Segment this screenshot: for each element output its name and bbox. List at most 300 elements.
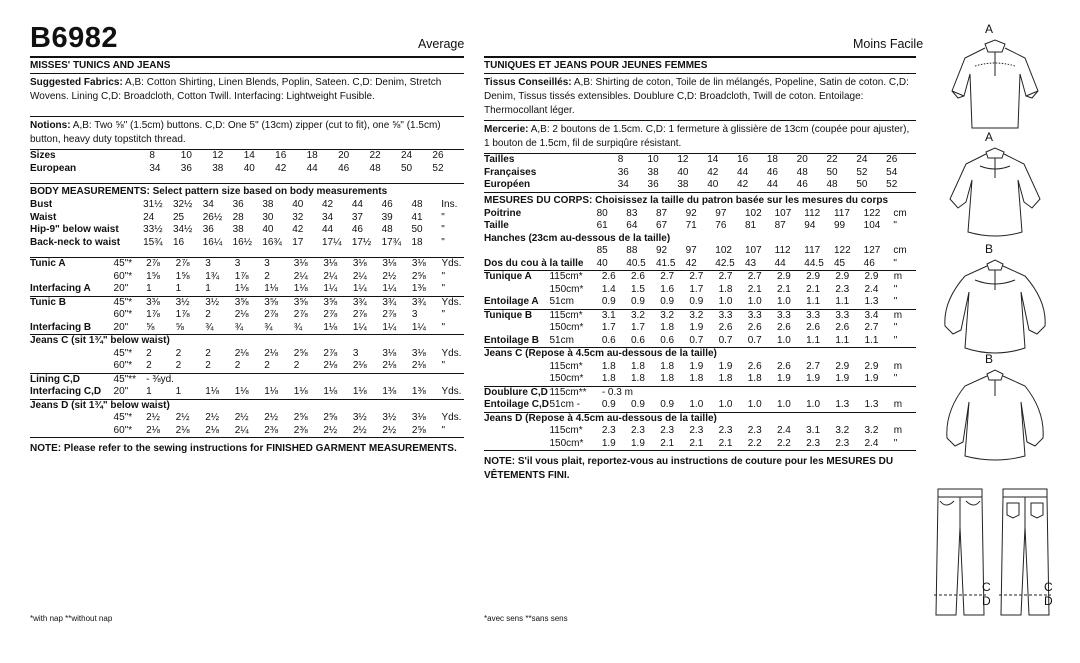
cell-value: 48 xyxy=(369,162,381,174)
cell-value: 61 xyxy=(596,220,608,231)
row-label: Hanches (23cm au-dessous de la taille) xyxy=(484,232,671,244)
cell-value: 32½ xyxy=(172,199,193,210)
cell-value: 16 xyxy=(172,236,185,248)
fabrics-fr xyxy=(484,74,916,120)
table-row xyxy=(484,245,916,258)
cell-value: 48 xyxy=(826,179,838,190)
fabric-width: 45"* xyxy=(113,412,133,423)
cell-value: 3⅝ xyxy=(323,296,338,308)
cell-value: 1.9 xyxy=(601,437,616,449)
fabric-width: 45"* xyxy=(113,347,133,359)
cell-value: 1⅞ xyxy=(234,270,249,282)
cell-value: 3½ xyxy=(175,296,190,308)
view-label-a-bottom: A xyxy=(985,130,994,144)
yardage-table-en xyxy=(30,257,464,437)
cell-value: 0.9 xyxy=(689,296,704,307)
row-label xyxy=(484,425,549,438)
table-row xyxy=(30,163,464,176)
cell-value: 46 xyxy=(381,199,393,210)
cell-value: 2.7 xyxy=(660,271,675,282)
cell-value: 1.8 xyxy=(631,373,645,384)
cell-value: 24 xyxy=(143,211,155,223)
cell-value: 2½ xyxy=(382,424,397,436)
cell-value: 2⅛ xyxy=(411,360,426,371)
cell-value: 1¼ xyxy=(382,321,397,333)
table-row xyxy=(30,212,464,225)
pattern-code: B6982 xyxy=(30,22,118,54)
cell-value: 122 xyxy=(863,207,881,219)
cell-value: 1⅝ xyxy=(146,270,161,282)
cell-value: 2.1 xyxy=(806,283,821,295)
row-label xyxy=(30,360,114,373)
cell-value: 2 xyxy=(264,360,270,371)
cell-value: 3¾ xyxy=(411,296,426,308)
french-column xyxy=(484,56,916,483)
row-label xyxy=(30,425,114,438)
table-row xyxy=(484,179,916,192)
tunic-b-sketch-1 xyxy=(935,256,1055,361)
cell-value: 46 xyxy=(863,257,875,269)
table-row xyxy=(484,258,916,271)
cell-value: 2½ xyxy=(205,412,220,423)
row-label: Back-neck to waist xyxy=(30,236,121,248)
cell-value: 2⅜ xyxy=(264,424,279,436)
notions-en xyxy=(30,117,464,149)
cell-value: 87 xyxy=(655,207,668,219)
cell-value: 26 xyxy=(886,154,898,165)
fabric-width: 115cm* xyxy=(549,309,583,321)
cell-value: 46 xyxy=(766,166,778,178)
cell-value: 2½ xyxy=(146,412,161,423)
cell-value: 17 xyxy=(292,236,304,248)
cell-value: 1 xyxy=(146,283,152,294)
cell-value: 1.9 xyxy=(689,360,704,372)
cell-value: 41.5 xyxy=(655,257,676,269)
cell-value: 3 xyxy=(234,258,241,269)
cell-value: 36 xyxy=(647,179,659,190)
table-row xyxy=(484,373,916,386)
notions-label: Notions: xyxy=(30,120,71,131)
cell-value: 107 xyxy=(744,245,762,256)
unit: " xyxy=(893,296,898,307)
cell-value: 2 xyxy=(205,347,211,359)
unit: m xyxy=(893,360,903,372)
unit: " xyxy=(441,424,445,436)
cell-value: 2.6 xyxy=(718,322,733,333)
unit: Yds. xyxy=(441,412,462,423)
row-label: Entoilage C,D xyxy=(484,399,550,410)
fabric-width: 45"* xyxy=(113,258,133,269)
cell-value: 2⅛ xyxy=(352,360,367,371)
cell-value: 1.8 xyxy=(631,360,645,372)
cell-value: 3.1 xyxy=(601,309,616,321)
table-row xyxy=(30,386,464,399)
jeans-front-sketch xyxy=(930,487,990,622)
cell-value: 3.3 xyxy=(747,309,762,321)
cell-value: 1⅜ xyxy=(411,283,426,294)
cell-value: 16 xyxy=(737,154,749,165)
cell-value: 28 xyxy=(232,211,244,223)
table-row xyxy=(484,399,916,412)
cell-value: 1.0 xyxy=(776,334,791,346)
cell-value: 83 xyxy=(626,207,638,219)
cell-value: 2.7 xyxy=(864,322,879,333)
cell-value: 44 xyxy=(351,199,363,210)
cell-value: 2.3 xyxy=(689,425,704,436)
cell-value: 2⅞ xyxy=(264,309,279,320)
cell-value: 2½ xyxy=(323,424,338,436)
notions-label: Mercerie: xyxy=(484,124,529,135)
cell-value: 1 xyxy=(175,386,182,397)
cell-value: 36 xyxy=(202,224,214,235)
cell-value: 0.9 xyxy=(601,399,616,410)
row-label: Tunique A xyxy=(484,271,532,282)
cell-value: 12 xyxy=(212,150,224,161)
cell-value: 127 xyxy=(863,245,881,256)
cell-value: 33½ xyxy=(143,224,163,235)
cell-value: 2⅛ xyxy=(146,424,161,436)
cell-value: 2⅞ xyxy=(146,258,161,269)
cell-value: 2.2 xyxy=(747,437,762,449)
cell-value: 85 xyxy=(596,245,608,256)
fabric-width: 20" xyxy=(113,283,129,294)
cell-value: 2.3 xyxy=(631,425,645,436)
cell-value: 1.1 xyxy=(835,296,850,307)
cell-value: 43 xyxy=(744,257,757,269)
cell-value: 1¼ xyxy=(352,321,367,333)
cell-value: 1.7 xyxy=(631,322,645,333)
cell-value: 2.1 xyxy=(747,283,762,295)
cell-value: 31½ xyxy=(143,199,163,210)
cell-value: 3.2 xyxy=(660,309,675,321)
cell-value: 97 xyxy=(685,245,697,256)
cell-value: 40 xyxy=(292,199,304,210)
cell-value: 17¼ xyxy=(322,236,342,248)
row-label: Européen xyxy=(484,179,531,190)
cell-value: 2 xyxy=(264,270,270,282)
body-heading-en: BODY MEASUREMENTS: Select pattern size based on body measurements xyxy=(30,186,388,197)
cell-value: 1.0 xyxy=(718,399,733,410)
cell-value: 16 xyxy=(275,150,287,161)
cell-value: 1.0 xyxy=(776,296,791,307)
cell-value: 2¼ xyxy=(323,270,338,282)
notions-text: A,B: 2 boutons de 1.5cm. C,D: 1 fermeture à glissière de 13cm (coupée pour ajuster), 1 bouton de 1.5cm, fil de surpiqûre résistant. xyxy=(484,124,910,149)
cell-value: 1.0 xyxy=(689,399,704,410)
cell-value: 71 xyxy=(685,220,697,231)
row-label xyxy=(484,373,549,386)
table-row xyxy=(484,271,916,284)
unit: " xyxy=(893,373,898,384)
cell-value: 1.5 xyxy=(631,283,645,295)
cell-value: 50 xyxy=(411,224,423,235)
cell-value: 1¼ xyxy=(352,283,367,294)
cell-value: 3.2 xyxy=(835,425,850,436)
fabric-width: 115cm** xyxy=(549,386,587,398)
row-label xyxy=(484,245,597,258)
fabric-width: 150cm* xyxy=(549,373,584,384)
cell-value: 48 xyxy=(796,166,808,178)
cell-value: 44 xyxy=(766,179,778,190)
body-table-fr xyxy=(484,208,916,271)
cell-value: 42 xyxy=(707,166,719,178)
fabrics-en xyxy=(30,74,464,106)
tunic-b-sketch-2 xyxy=(935,366,1055,471)
table-row xyxy=(30,309,464,322)
view-label-b-top: B xyxy=(985,242,994,256)
cell-value: 2.6 xyxy=(835,322,850,333)
cell-value: 1.9 xyxy=(631,437,645,449)
cell-value: 52 xyxy=(432,162,444,174)
cell-value: 41 xyxy=(411,211,423,223)
cell-value: 26½ xyxy=(202,211,223,223)
cell-value: cm xyxy=(893,207,907,219)
cell-value: 50 xyxy=(826,166,838,178)
note-fr: NOTE: S'il vous plait, reportez-vous au instructions de couture pour les MESURES DU VÊTEMENTS FINI. xyxy=(484,456,894,481)
cell-value: 1⅛ xyxy=(323,386,338,397)
cell-value: 3⅛ xyxy=(411,258,426,269)
cell-value: 1.0 xyxy=(747,296,762,307)
cell-value: 2.9 xyxy=(864,360,879,372)
table-row xyxy=(30,399,464,412)
cell-value: 2 xyxy=(146,360,152,371)
cell-value: 44 xyxy=(306,162,318,174)
table-row xyxy=(30,258,464,271)
row-label: Entoilage B xyxy=(484,334,540,346)
cell-value: 1.0 xyxy=(806,399,821,410)
cell-value: 39 xyxy=(381,211,393,223)
tunic-a-sketch-1 xyxy=(940,36,1050,136)
row-label: Hip-9" below waist xyxy=(30,224,119,235)
cell-value: 1.9 xyxy=(864,373,879,384)
table-row xyxy=(484,309,916,322)
note-en: NOTE: Please refer to the sewing instructions for FINISHED GARMENT MEASUREMENTS. xyxy=(30,443,457,454)
view-label-c-right: C xyxy=(1044,580,1053,594)
cell-value: 3.3 xyxy=(776,309,791,321)
cell-value: 64 xyxy=(626,220,638,231)
cell-value: 2⅛ xyxy=(382,360,397,371)
cell-value: 2.6 xyxy=(806,322,821,333)
row-label: Taille xyxy=(484,220,509,231)
cell-value: 46 xyxy=(351,224,363,235)
row-label xyxy=(30,271,114,284)
unit: m xyxy=(893,399,903,410)
table-row xyxy=(30,335,464,348)
cell-value: 42 xyxy=(322,199,334,210)
cell-value: 3 xyxy=(352,347,359,359)
cell-value: 2.9 xyxy=(835,271,850,282)
table-row xyxy=(30,425,464,438)
cell-value: 16¾ xyxy=(262,236,282,248)
fabric-width: 20" xyxy=(113,386,129,397)
cell-value: 44.5 xyxy=(804,257,824,269)
cell-value: 8 xyxy=(617,154,624,165)
table-row xyxy=(484,361,916,374)
cell-value: 2.4 xyxy=(776,425,791,436)
cell-value: 1⅝ xyxy=(175,270,190,282)
cell-value: 1⅞ xyxy=(175,309,190,320)
cell-value: 0.9 xyxy=(660,399,675,410)
fabric-width: 150cm* xyxy=(549,322,584,333)
table-row xyxy=(484,167,916,180)
fabric-width: 60"* xyxy=(113,270,133,282)
cell-value: " xyxy=(441,236,445,248)
cell-value: 2⅞ xyxy=(293,309,308,320)
table-row xyxy=(30,237,464,250)
cell-value: 2⅛ xyxy=(323,360,338,371)
cell-value: 2.9 xyxy=(864,271,879,282)
cell-value: 3⅛ xyxy=(352,258,367,269)
cell-value: 1⅛ xyxy=(234,283,249,294)
table-row xyxy=(484,412,916,425)
table-row xyxy=(30,360,464,373)
row-label: Tailles xyxy=(484,154,515,165)
cell-value: 2⅞ xyxy=(175,258,190,269)
cell-value: 1.1 xyxy=(806,296,821,307)
unit: " xyxy=(893,322,898,333)
cell-value: 3¾ xyxy=(382,296,397,308)
row-label xyxy=(30,412,114,425)
cell-value: " xyxy=(893,220,897,231)
cell-value: 3 xyxy=(411,309,418,320)
cell-value: 2.2 xyxy=(776,437,791,449)
cell-value: 42 xyxy=(685,257,697,269)
cell-value: 1 xyxy=(175,283,182,294)
cell-value: 88 xyxy=(626,245,638,256)
unit: " xyxy=(893,283,898,295)
cell-value: 112 xyxy=(774,245,791,256)
footnote-fr: *avec sens **sans sens xyxy=(484,614,568,623)
fabric-width: 150cm* xyxy=(549,437,584,449)
cell-value: 1⅛ xyxy=(352,386,367,397)
body-heading-fr: MESURES DU CORPS: Choisissez la taille du patron basée sur les mesures du corps xyxy=(484,194,889,206)
cell-value: 44 xyxy=(737,166,749,178)
cell-value: 52 xyxy=(886,179,898,190)
section-label: Jeans C (sit 1¾" below waist) xyxy=(30,335,170,346)
fabrics-text: A,B: Cotton Shirting, Linen Blends, Poplin, Sateen. C,D: Denim, Stretch Wovens. Lining C,D: Broadcloth, Cotton Twill. Interfacing: Lightweight Fusible. xyxy=(30,77,442,102)
cell-value: 46 xyxy=(796,179,808,190)
cell-value: 48 xyxy=(381,224,393,235)
cell-value: 54 xyxy=(886,166,898,178)
cell-value: 44 xyxy=(322,224,334,235)
cell-value: 1.3 xyxy=(835,399,850,410)
table-row xyxy=(30,373,464,386)
cell-value: ⅝ xyxy=(146,321,155,333)
cell-value: 2⅛ xyxy=(175,424,190,436)
cell-value: 2⅜ xyxy=(293,424,308,436)
row-label xyxy=(484,322,549,335)
cell-value: 3½ xyxy=(382,412,397,423)
cell-value: 2.4 xyxy=(864,437,879,449)
cell-value: 38 xyxy=(647,166,659,178)
view-label-d-right: D xyxy=(1044,594,1053,608)
cell-value: 1.6 xyxy=(660,283,675,295)
table-row xyxy=(30,283,464,296)
cell-value: 44 xyxy=(774,257,786,269)
cell-value: 2⅝ xyxy=(411,270,426,282)
cell-value: 1.8 xyxy=(747,373,762,384)
cell-value: 2⅞ xyxy=(352,309,367,320)
cell-value: 2 xyxy=(205,309,211,320)
cell-value: 102 xyxy=(744,207,762,219)
cell-value: 25 xyxy=(172,211,185,223)
cell-value: 2 xyxy=(175,347,182,359)
cell-value: 1.9 xyxy=(835,373,850,384)
cell-value: 40 xyxy=(596,257,608,269)
cell-value: 12 xyxy=(677,154,689,165)
cell-value: 3.4 xyxy=(864,309,879,321)
unit: Yds. xyxy=(441,347,462,359)
cell-value: 2 xyxy=(146,347,152,359)
cell-value: 3⅛ xyxy=(382,347,397,359)
cell-value: 0.6 xyxy=(631,334,645,346)
cell-value: 30 xyxy=(262,211,274,223)
cell-value: 2½ xyxy=(264,412,279,423)
cell-value: 1¾ xyxy=(205,270,220,282)
cell-value: 0.9 xyxy=(631,399,645,410)
cell-value: 2.9 xyxy=(776,271,791,282)
row-label xyxy=(30,348,114,361)
cell-value: 3⅝ xyxy=(264,296,279,308)
sizes-table-en xyxy=(30,150,464,175)
fabric-width: 60"* xyxy=(113,360,133,371)
cell-value: 2⅞ xyxy=(323,347,338,359)
cell-value: 2 xyxy=(234,360,241,371)
cell-value: 37 xyxy=(351,211,363,223)
fabrics-label: Suggested Fabrics: xyxy=(30,77,123,88)
cell-value: 2.4 xyxy=(864,283,879,295)
cell-value: 1.3 xyxy=(864,399,879,410)
fabric-width: 115cm* xyxy=(549,360,583,372)
cell-value: 3.3 xyxy=(835,309,850,321)
unit: Yds. xyxy=(441,258,462,269)
cell-value: 34½ xyxy=(172,224,193,235)
cell-value: 40 xyxy=(262,224,274,235)
cell-value: 1.9 xyxy=(806,373,821,384)
cell-value: 17¾ xyxy=(381,236,402,248)
row-label xyxy=(30,309,114,322)
cell-value: 1.4 xyxy=(601,283,616,295)
row-label: Dos du cou à la taille xyxy=(484,257,584,269)
fabric-width: 51cm xyxy=(549,334,574,346)
cell-value: cm xyxy=(893,245,907,256)
row-label: Interfacing B xyxy=(30,321,92,333)
cell-value: 3⅛ xyxy=(293,258,308,269)
cell-value: 1.8 xyxy=(660,373,675,384)
table-row xyxy=(484,322,916,335)
row-label: Lining C,D xyxy=(30,373,80,385)
cell-value: 2.9 xyxy=(806,271,821,282)
fabric-width: 60"* xyxy=(113,309,133,320)
cell-value: 45 xyxy=(833,257,846,269)
cell-value: 1.9 xyxy=(718,360,733,372)
table-row xyxy=(484,425,916,438)
cell-value: Ins. xyxy=(441,199,458,210)
cell-value: 2⅛ xyxy=(234,347,249,359)
cell-value: 32 xyxy=(292,211,304,223)
cell-value: 2.3 xyxy=(806,437,821,449)
cell-value: 92 xyxy=(655,245,668,256)
fabric-width: 115cm* xyxy=(549,271,583,282)
cell-value: 2 xyxy=(175,360,182,371)
cell-value: 2.6 xyxy=(776,360,791,372)
row-label: Entoilage A xyxy=(484,296,539,307)
cell-value: 1⅛ xyxy=(293,386,308,397)
cell-value: 1.9 xyxy=(689,322,704,333)
cell-value: 1.9 xyxy=(776,373,791,384)
cell-value: 1.0 xyxy=(776,399,791,410)
tunic-a-sketch-2 xyxy=(940,144,1050,244)
cell-value: 2.7 xyxy=(747,271,762,282)
